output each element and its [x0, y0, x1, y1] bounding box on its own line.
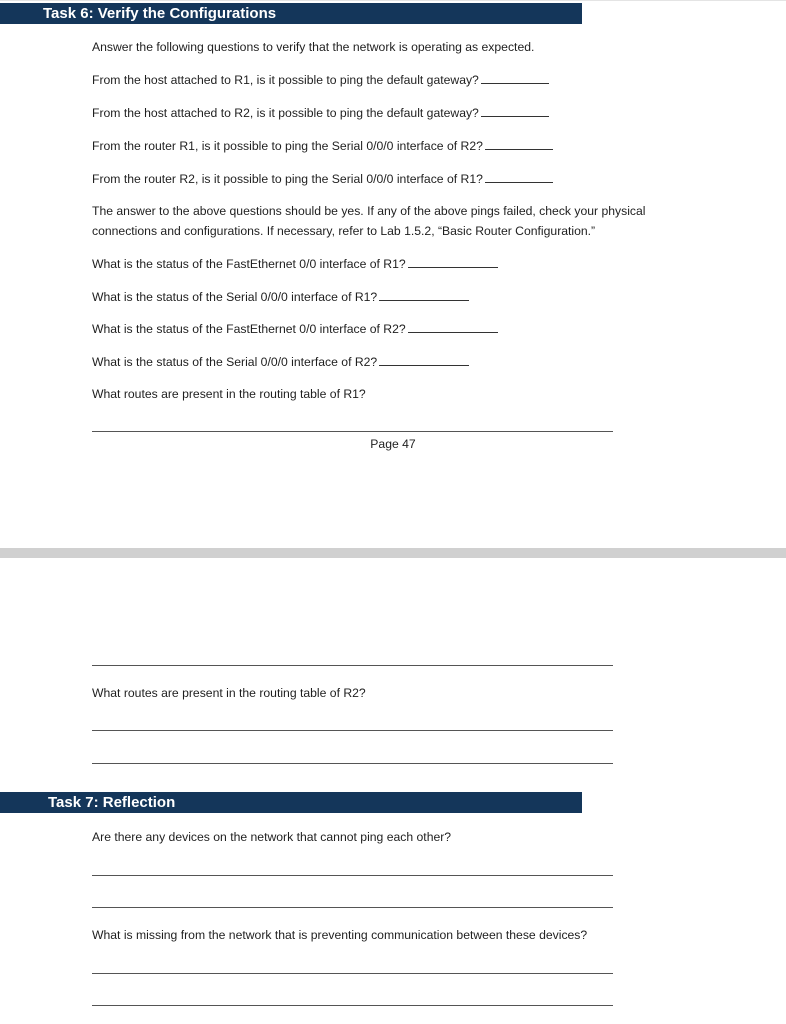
answer-line[interactable]	[92, 1005, 613, 1006]
answer-blank[interactable]	[408, 320, 498, 333]
question-text: From the router R2, is it possible to ping the Serial 0/0/0 interface of R1?	[92, 172, 483, 186]
question-text: What is the status of the Serial 0/0/0 interface of R2?	[92, 355, 378, 369]
question-r2-serial-status	[92, 353, 469, 371]
question-text: What is the status of the FastEthernet 0/0 interface of R2?	[92, 322, 406, 336]
question-r2-ping-serial	[92, 170, 553, 188]
question-text: From the host attached to R2, is it possible to ping the default gateway?	[92, 106, 479, 120]
question-r2-fa-status	[92, 320, 498, 338]
question-host-r2-ping	[92, 104, 549, 122]
question-text: What is the status of the Serial 0/0/0 interface of R1?	[92, 290, 378, 304]
task7-header: Task 7: Reflection	[0, 792, 582, 813]
question-routes-r1: What routes are present in the routing table of R1?	[92, 387, 366, 401]
answer-blank[interactable]	[379, 353, 469, 366]
task6-note	[92, 201, 692, 241]
question-r1-serial-status	[92, 288, 469, 306]
question-r1-ping-serial	[92, 137, 553, 155]
question-text: From the host attached to R1, is it possible to ping the default gateway?	[92, 73, 479, 87]
question-host-r1-ping	[92, 71, 549, 89]
task6-note-line: connections and configurations. If necessary, refer to Lab 1.5.2, “Basic Router Configuration.”	[92, 224, 596, 238]
answer-line[interactable]	[92, 907, 613, 908]
answer-blank[interactable]	[485, 170, 553, 183]
question-text: From the router R1, is it possible to ping the Serial 0/0/0 interface of R2?	[92, 139, 483, 153]
answer-blank[interactable]	[485, 137, 553, 150]
answer-line[interactable]	[92, 665, 613, 666]
answer-line[interactable]	[92, 763, 613, 764]
task6-intro: Answer the following questions to verify that the network is operating as expected.	[92, 40, 535, 54]
answer-line[interactable]	[92, 730, 613, 731]
answer-blank[interactable]	[481, 71, 549, 84]
task6-note-line: The answer to the above questions should be yes. If any of the above pings failed, check your physical	[92, 204, 646, 218]
task6-header: Task 6: Verify the Configurations	[0, 3, 582, 24]
answer-blank[interactable]	[408, 255, 498, 268]
page-break-divider	[0, 548, 786, 558]
question-r1-fa-status	[92, 255, 498, 273]
question-text: What is the status of the FastEthernet 0/0 interface of R1?	[92, 257, 406, 271]
answer-line[interactable]	[92, 875, 613, 876]
answer-line[interactable]	[92, 431, 613, 432]
answer-blank[interactable]	[481, 104, 549, 117]
page-top-rule	[0, 0, 786, 1]
question-missing-component: What is missing from the network that is preventing communication between these devices?	[92, 928, 588, 942]
answer-blank[interactable]	[379, 288, 469, 301]
question-unreachable-devices: Are there any devices on the network that cannot ping each other?	[92, 830, 452, 844]
question-routes-r2: What routes are present in the routing table of R2?	[92, 686, 366, 700]
answer-line[interactable]	[92, 973, 613, 974]
page-number: Page 47	[370, 437, 416, 451]
